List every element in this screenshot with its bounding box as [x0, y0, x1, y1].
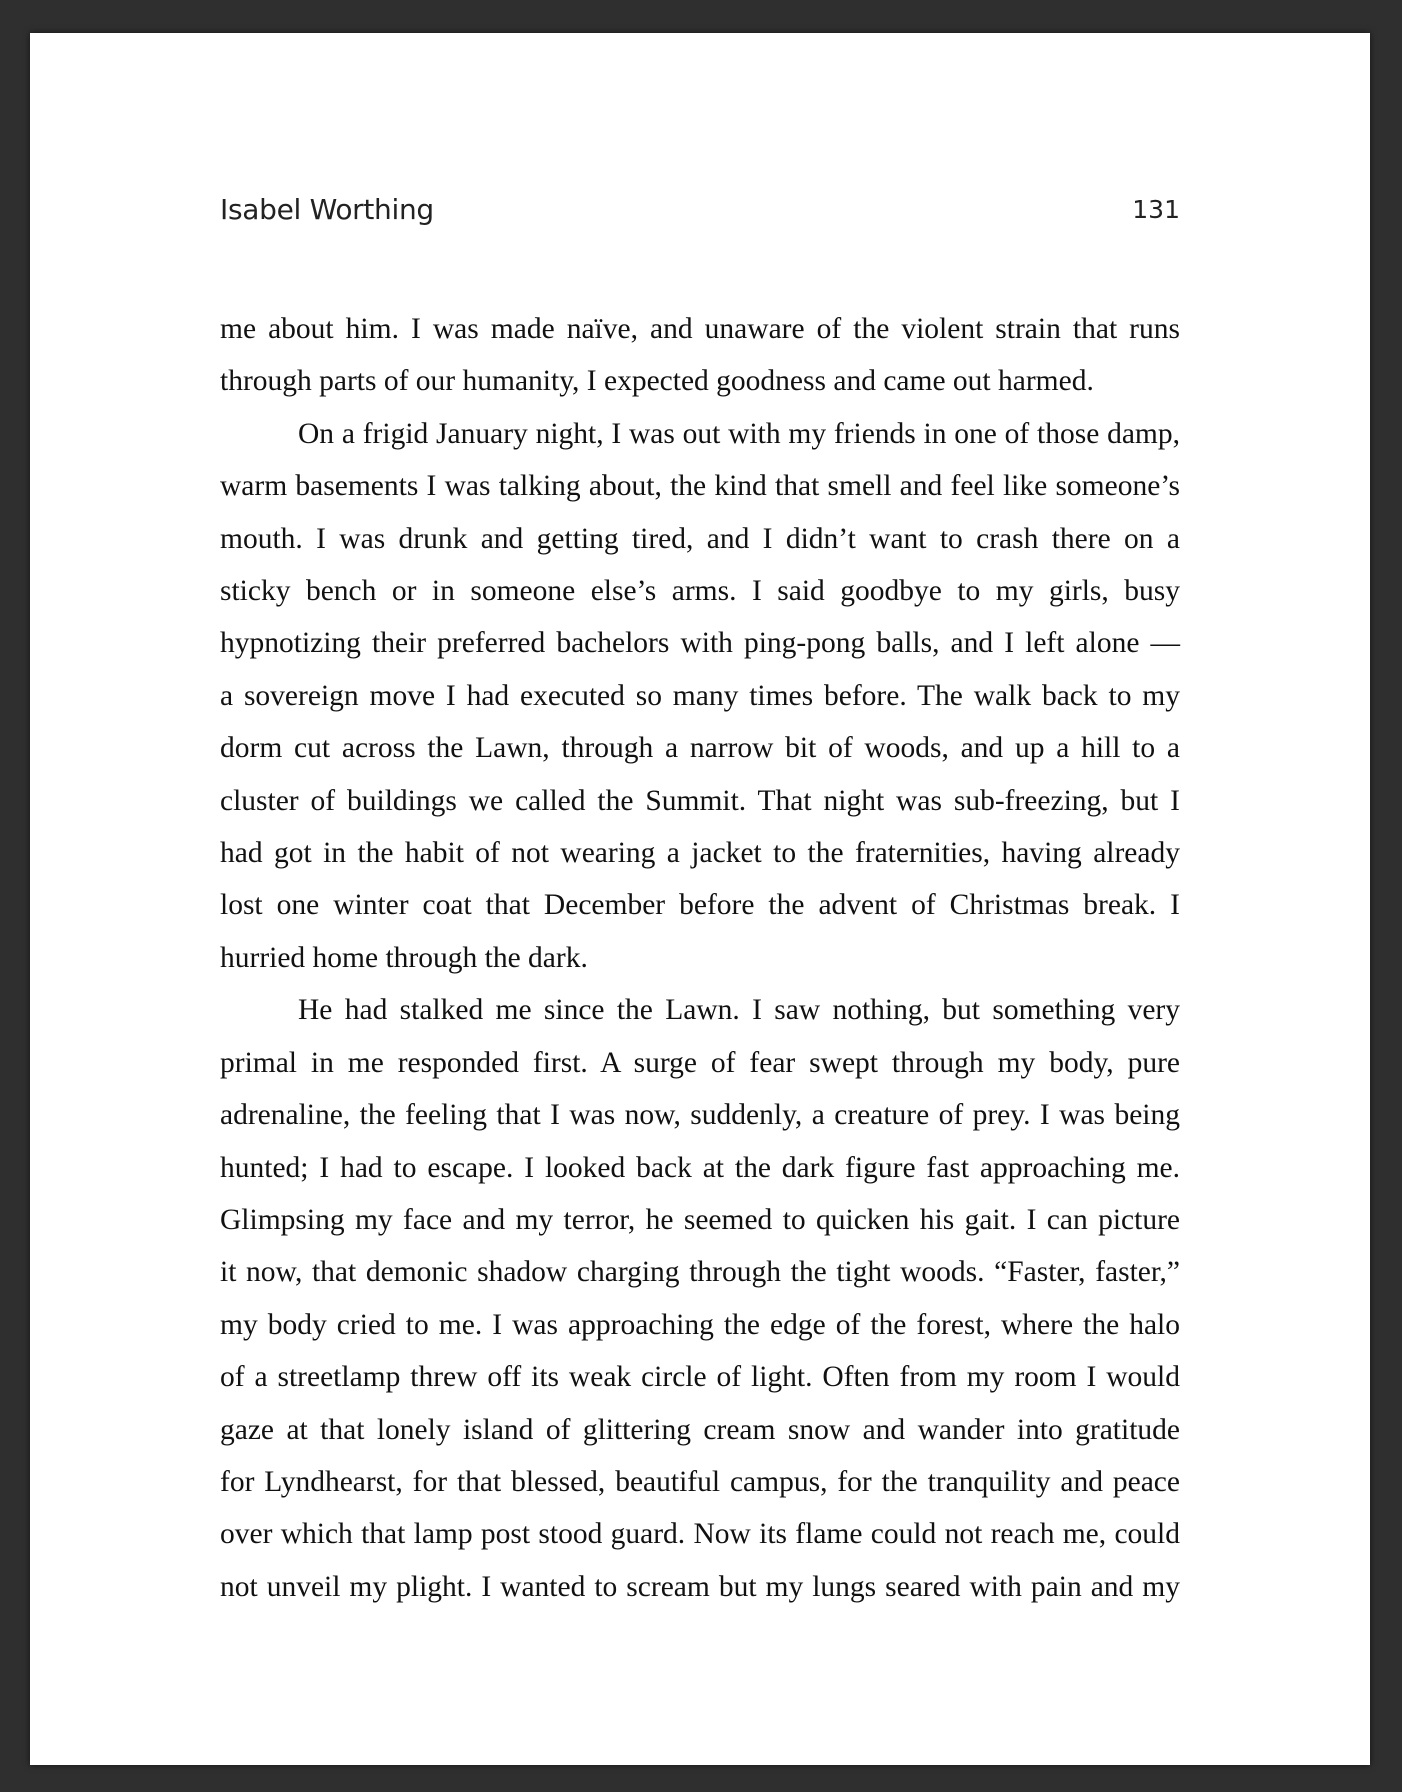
- running-header: [220, 193, 1180, 233]
- text-line: hurried home through the dark.: [220, 941, 588, 974]
- text-line: not unveil my plight. I wanted to scream but my lungs seared with pain and my: [220, 1570, 1180, 1603]
- text-line: warm basements I was talking about, the kind that smell and feel like someone’s: [220, 470, 1180, 503]
- text-line: had got in the habit of not wearing a jacket to the fraternities, having already: [220, 837, 1180, 870]
- text-line: Glimpsing my face and my terror, he seemed to quicken his gait. I can picture: [220, 1203, 1180, 1236]
- text-line: it now, that demonic shadow charging through the tight woods. “Faster, faster,”: [220, 1256, 1180, 1289]
- text-line: of a streetlamp threw off its weak circle of light. Often from my room I would: [220, 1361, 1180, 1394]
- text-line: my body cried to me. I was approaching the edge of the forest, where the halo: [220, 1308, 1180, 1341]
- text-line: dorm cut across the Lawn, through a narrow bit of woods, and up a hill to a: [220, 732, 1180, 765]
- text-line: cluster of buildings we called the Summit. That night was sub-freezing, but I: [220, 784, 1180, 817]
- text-line: for Lyndhearst, for that blessed, beautiful campus, for the tranquility and peace: [220, 1465, 1180, 1498]
- text-line: a sovereign move I had executed so many times before. The walk back to my: [220, 679, 1180, 712]
- text-line: me about him. I was made naïve, and unaware of the violent strain that runs: [220, 313, 1180, 345]
- text-line: On a frigid January night, I was out with my friends in one of those damp,: [298, 417, 1180, 450]
- text-line: adrenaline, the feeling that I was now, suddenly, a creature of prey. I was being: [220, 1099, 1180, 1132]
- text-line: over which that lamp post stood guard. Now its flame could not reach me, could: [220, 1518, 1180, 1551]
- text-line: through parts of our humanity, I expected goodness and came out harmed.: [220, 365, 1094, 398]
- document-page: [30, 33, 1370, 1765]
- page-number: 131: [1132, 195, 1180, 224]
- text-line: hypnotizing their preferred bachelors with ping-pong balls, and I left alone —: [220, 627, 1180, 660]
- text-line: sticky bench or in someone else’s arms. I said goodbye to my girls, busy: [220, 575, 1180, 608]
- text-line: gaze at that lonely island of glittering cream snow and wander into gratitude: [220, 1413, 1180, 1446]
- author-name: Isabel Worthing: [220, 193, 434, 226]
- text-line: primal in me responded first. A surge of fear swept through my body, pure: [220, 1046, 1180, 1079]
- text-line: He had stalked me since the Lawn. I saw nothing, but something very: [298, 994, 1180, 1027]
- text-line: lost one winter coat that December before the advent of Christmas break. I: [220, 889, 1180, 922]
- text-line: hunted; I had to escape. I looked back at the dark figure fast approaching me.: [220, 1151, 1180, 1184]
- text-line: mouth. I was drunk and getting tired, and I didn’t want to crash there on a: [220, 522, 1180, 555]
- body-text: [220, 303, 1180, 1613]
